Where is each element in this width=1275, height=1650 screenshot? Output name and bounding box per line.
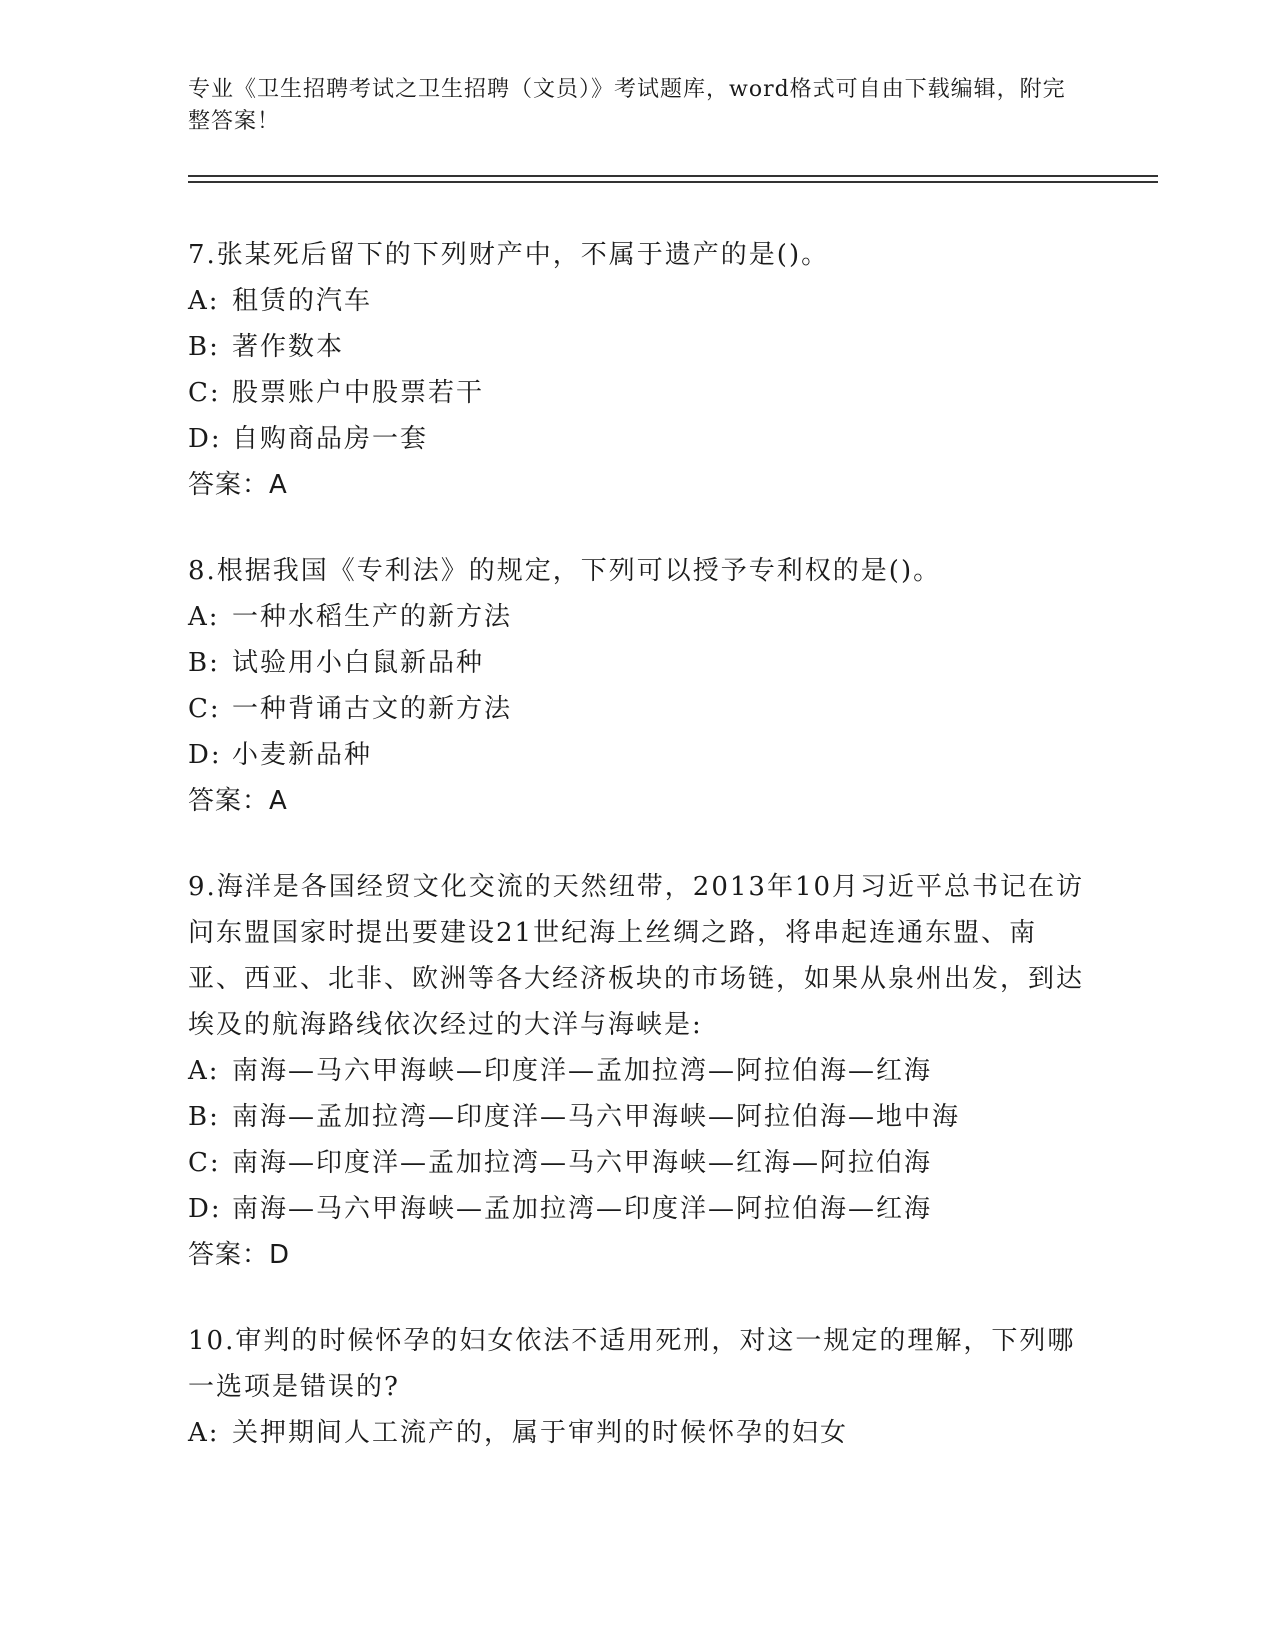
option-d xyxy=(188,1186,1088,1232)
option-b xyxy=(188,324,1088,370)
option-text: 关押期间人工流产的，属于审判的时候怀孕的妇女 xyxy=(232,1418,849,1448)
question-text: 8.根据我国《专利法》的规定，下列可以授予专利权的是()。 xyxy=(188,556,942,586)
option-text: 小麦新品种 xyxy=(232,740,373,770)
option-letter: B: xyxy=(188,1102,220,1132)
option-letter: C: xyxy=(188,378,221,408)
option-letter: A: xyxy=(188,1418,220,1448)
option-text: 南海—马六甲海峡—孟加拉湾—印度洋—阿拉伯海—红海 xyxy=(232,1194,933,1224)
question-text: 9.海洋是各国经贸文化交流的天然纽带，2013年10月习近平总书记在访问东盟国家时提出要建设21世纪海上丝绸之路，将串起连通东盟、南亚、西亚、北非、欧洲等各大经济板块的市场链，如果从泉州出发，到达埃及的航海路线依次经过的大洋与海峡是: xyxy=(188,872,1085,1040)
option-text: 试验用小白鼠新品种 xyxy=(232,648,485,678)
option-letter: A: xyxy=(188,1056,220,1086)
option-letter: D: xyxy=(188,424,222,454)
question-list xyxy=(188,232,1088,1496)
option-letter: A: xyxy=(188,602,220,632)
option-d xyxy=(188,416,1088,462)
option-letter: D: xyxy=(188,1194,222,1224)
option-text: 自购商品房一套 xyxy=(232,424,429,454)
option-letter: C: xyxy=(188,1148,221,1178)
option-letter: B: xyxy=(188,648,220,678)
question-8 xyxy=(188,548,1088,824)
option-a xyxy=(188,1410,1088,1456)
question-9 xyxy=(188,864,1088,1278)
option-text: 租赁的汽车 xyxy=(232,286,373,316)
option-text: 股票账户中股票若干 xyxy=(232,378,485,408)
option-a xyxy=(188,594,1088,640)
question-7 xyxy=(188,232,1088,508)
option-text: 南海—马六甲海峡—印度洋—孟加拉湾—阿拉伯海—红海 xyxy=(232,1056,933,1086)
option-b xyxy=(188,1094,1088,1140)
option-text: 一种水稻生产的新方法 xyxy=(232,602,513,632)
answer-label: 答案：A xyxy=(188,786,288,816)
question-10 xyxy=(188,1318,1088,1456)
option-c xyxy=(188,686,1088,732)
header-divider-bottom xyxy=(188,181,1158,183)
header-divider-top xyxy=(188,175,1158,177)
question-text: 10.审判的时候怀孕的妇女依法不适用死刑，对这一规定的理解，下列哪一选项是错误的? xyxy=(188,1326,1076,1402)
answer-label: 答案：D xyxy=(188,1240,291,1270)
option-d xyxy=(188,732,1088,778)
answer-label: 答案：A xyxy=(188,470,288,500)
option-text: 南海—印度洋—孟加拉湾—马六甲海峡—红海—阿拉伯海 xyxy=(232,1148,933,1178)
option-a xyxy=(188,278,1088,324)
option-text: 一种背诵古文的新方法 xyxy=(232,694,513,724)
document-header: 专业《卫生招聘考试之卫生招聘（文员）》考试题库，word格式可自由下载编辑，附完整答案！ xyxy=(188,77,1066,134)
question-text: 7.张某死后留下的下列财产中，不属于遗产的是()。 xyxy=(188,240,830,270)
option-letter: D: xyxy=(188,740,222,770)
option-a xyxy=(188,1048,1088,1094)
option-c xyxy=(188,370,1088,416)
option-letter: B: xyxy=(188,332,220,362)
option-letter: A: xyxy=(188,286,220,316)
option-text: 南海—孟加拉湾—印度洋—马六甲海峡—阿拉伯海—地中海 xyxy=(232,1102,961,1132)
option-c xyxy=(188,1140,1088,1186)
option-text: 著作数本 xyxy=(232,332,345,362)
option-b xyxy=(188,640,1088,686)
option-letter: C: xyxy=(188,694,221,724)
